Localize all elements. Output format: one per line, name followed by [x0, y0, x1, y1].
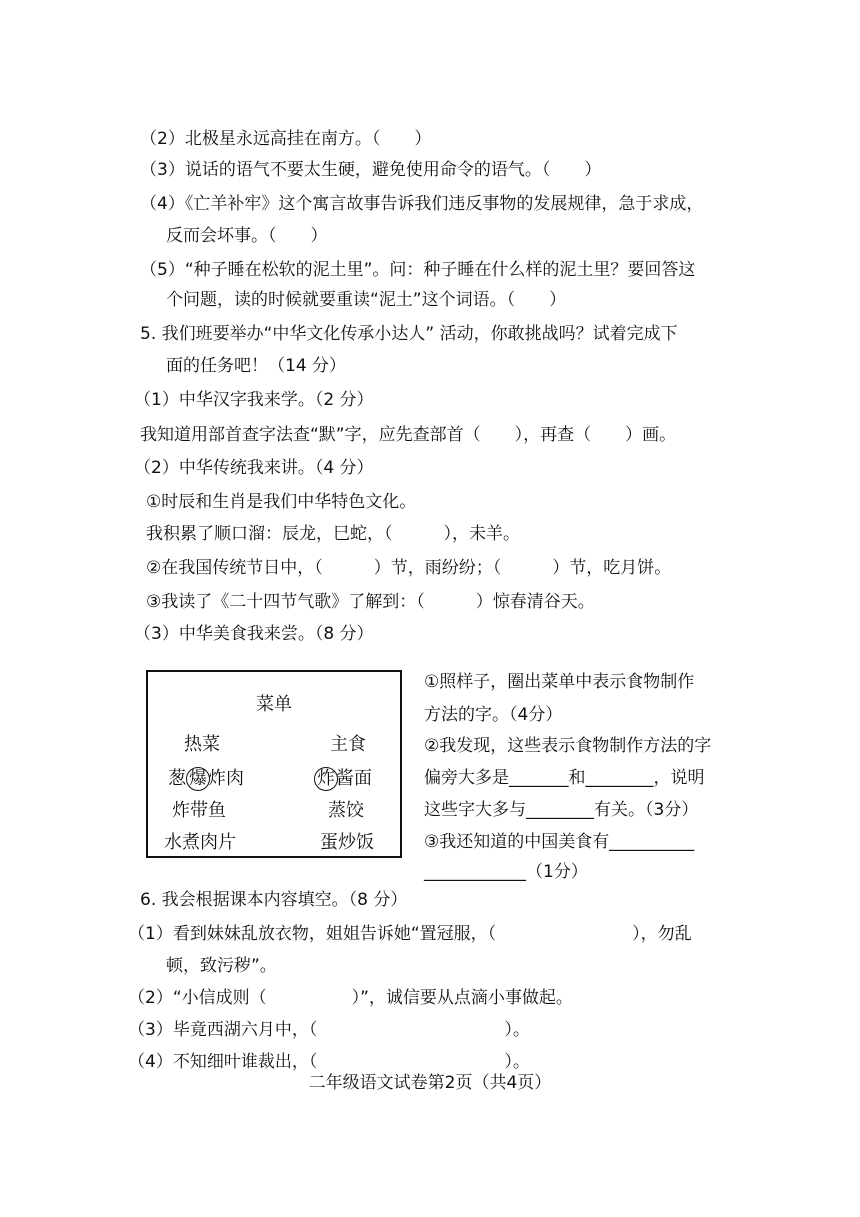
q4-item-4-cont: 反而会坏事。（ ） [166, 226, 328, 246]
q4-item-3: （3）说话的语气不要太生硬，避免使用命令的语气。（ ） [140, 160, 602, 180]
q4-item-2: （2）北极星永远高挂在南方。（ ） [140, 129, 432, 149]
menu-col-hot-dishes: 热菜 [184, 734, 220, 755]
q4-item-5-cont: 个问题，读的时候就要重读“泥土”这个词语。（ ） [166, 290, 567, 310]
menu-item-egg-fried-rice: 蛋炒饭 [320, 832, 374, 853]
q6-part1-cont: 顿，致污秽”。 [166, 956, 277, 976]
menu-item-zhajiang-noodles [314, 764, 372, 791]
menu-task-1-cont: 方法的字。（4分） [424, 705, 563, 725]
q5-part1-heading: （1）中华汉字我来学。（2 分） [134, 390, 374, 410]
menu-col-staple: 主食 [330, 734, 366, 755]
menu-item-suffix: 炸肉 [208, 768, 244, 789]
menu-item-steamed-dumplings: 蒸饺 [328, 800, 364, 821]
menu-item-prefix: 葱 [168, 768, 186, 789]
menu-task-2-cont2: 这些字大多与________有关。（3分） [424, 800, 699, 820]
q6-title: 6. 我会根据课本内容填空。（8 分） [140, 890, 408, 910]
q6-part4: （4）不知细叶谁裁出，（ ）。 [128, 1052, 530, 1072]
q5-part3-heading: （3）中华美食我来尝。（8 分） [134, 624, 374, 644]
menu-task-3-cont: ____________（1分） [424, 862, 588, 882]
q5-part2-c: ③我读了《二十四节气歌》了解到：（ ）惊春清谷天。 [146, 592, 595, 612]
q6-part1: （1）看到妹妹乱放衣物，姐姐告诉她“置冠服，（ ），勿乱 [128, 924, 692, 944]
q5-title: 5. 我们班要举办“中华文化传承小达人” 活动，你敢挑战吗？试着完成下 [140, 324, 678, 344]
q5-part1-text: 我知道用部首查字法查“默”字，应先查部首（ ），再查（ ）画。 [140, 425, 677, 445]
q4-item-4: （4）《亡羊补牢》这个寓言故事告诉我们违反事物的发展规律，急于求成， [140, 194, 704, 214]
q5-part2-a: ①时辰和生肖是我们中华特色文化。 [146, 492, 417, 512]
page-footer: 二年级语文试卷第2页（共4页） [308, 1073, 552, 1093]
menu-item-boiled-pork-slices: 水煮肉片 [164, 832, 236, 853]
q5-part2-heading: （2）中华传统我来讲。（4 分） [134, 458, 374, 478]
menu-task-2-cont: 偏旁大多是_______和________，说明 [424, 768, 705, 788]
q5-part2-b: ②在我国传统节日中，（ ）节，雨纷纷；（ ）节，吃月饼。 [146, 558, 672, 578]
menu-item-fried-hairtail: 炸带鱼 [172, 800, 226, 821]
circled-char: 爆 [186, 767, 210, 791]
menu-title: 菜单 [256, 694, 292, 715]
menu-task-1: ①照样子，圈出菜单中表示食物制作 [424, 672, 695, 692]
q5-title-cont: 面的任务吧！（14 分） [166, 356, 347, 376]
q4-item-5: （5）“种子睡在松软的泥土里”。问：种子睡在什么样的泥土里？要回答这 [140, 260, 696, 280]
q5-part2-a-text: 我积累了顺口溜：辰龙，巳蛇，（ ），未羊。 [146, 524, 520, 544]
menu-task-3: ③我还知道的中国美食有__________ [424, 832, 695, 852]
circled-char: 炸 [314, 767, 338, 791]
q6-part2: （2）“小信成则（ ）”，诚信要从点滴小事做起。 [128, 988, 573, 1008]
menu-box [146, 670, 402, 858]
menu-item-suffix: 酱面 [336, 768, 372, 789]
q6-part3: （3）毕竟西湖六月中，（ ）。 [128, 1020, 530, 1040]
menu-item-scallion-fried-pork [168, 764, 244, 791]
menu-task-2: ②我发现，这些表示食物制作方法的字 [424, 736, 712, 756]
